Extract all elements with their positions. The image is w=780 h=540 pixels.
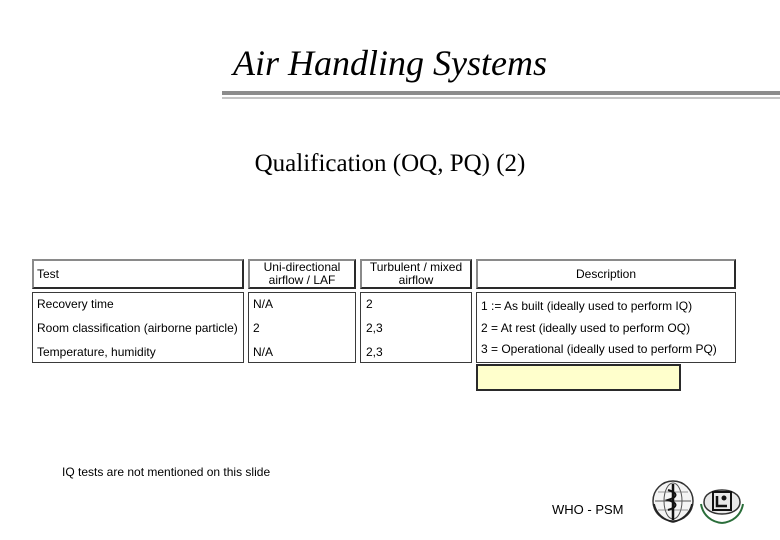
slide-title: Air Handling Systems <box>233 43 547 83</box>
header-laf-line1: Uni-directional <box>263 260 341 274</box>
footer-label: WHO - PSM <box>552 502 624 517</box>
header-turb-line1: Turbulent / mixed <box>369 260 463 274</box>
row-2-test: Room classification (airborne particle) <box>37 321 238 335</box>
row-3-laf: N/A <box>253 345 274 359</box>
header-laf <box>248 259 356 289</box>
description-item-1: 1 := As built (ideally used to perform IQ) <box>481 299 693 313</box>
description-item-2: 2 = At rest (ideally used to perform OQ) <box>481 321 691 335</box>
header-turb-line2: airflow <box>398 273 434 287</box>
header-turbulent <box>360 259 472 289</box>
pharmaceutical-emblem-icon <box>698 480 746 524</box>
footnote: IQ tests are not mentioned on this slide <box>62 465 271 479</box>
slide-subtitle: Qualification (OQ, PQ) (2) <box>254 150 526 177</box>
title-underline-secondary <box>222 97 780 99</box>
row-2-laf: 2 <box>253 321 260 335</box>
header-test <box>32 259 244 289</box>
header-description <box>476 259 736 289</box>
row-1-turbulent: 2 <box>366 297 373 311</box>
who-emblem-icon <box>650 478 696 524</box>
title-underline <box>222 91 780 95</box>
header-description-label: Description <box>575 266 637 281</box>
header-laf-line2: airflow / LAF <box>268 273 336 287</box>
row-1-test: Recovery time <box>37 297 114 311</box>
row-1-laf: N/A <box>253 297 274 311</box>
row-3-turbulent: 2,3 <box>366 345 383 359</box>
row-2-turbulent: 2,3 <box>366 321 383 335</box>
highlight-box <box>476 364 681 391</box>
description-item-3: 3 = Operational (ideally used to perform PQ) <box>481 342 717 356</box>
row-3-test: Temperature, humidity <box>37 345 156 359</box>
header-test-label: Test <box>37 266 60 281</box>
